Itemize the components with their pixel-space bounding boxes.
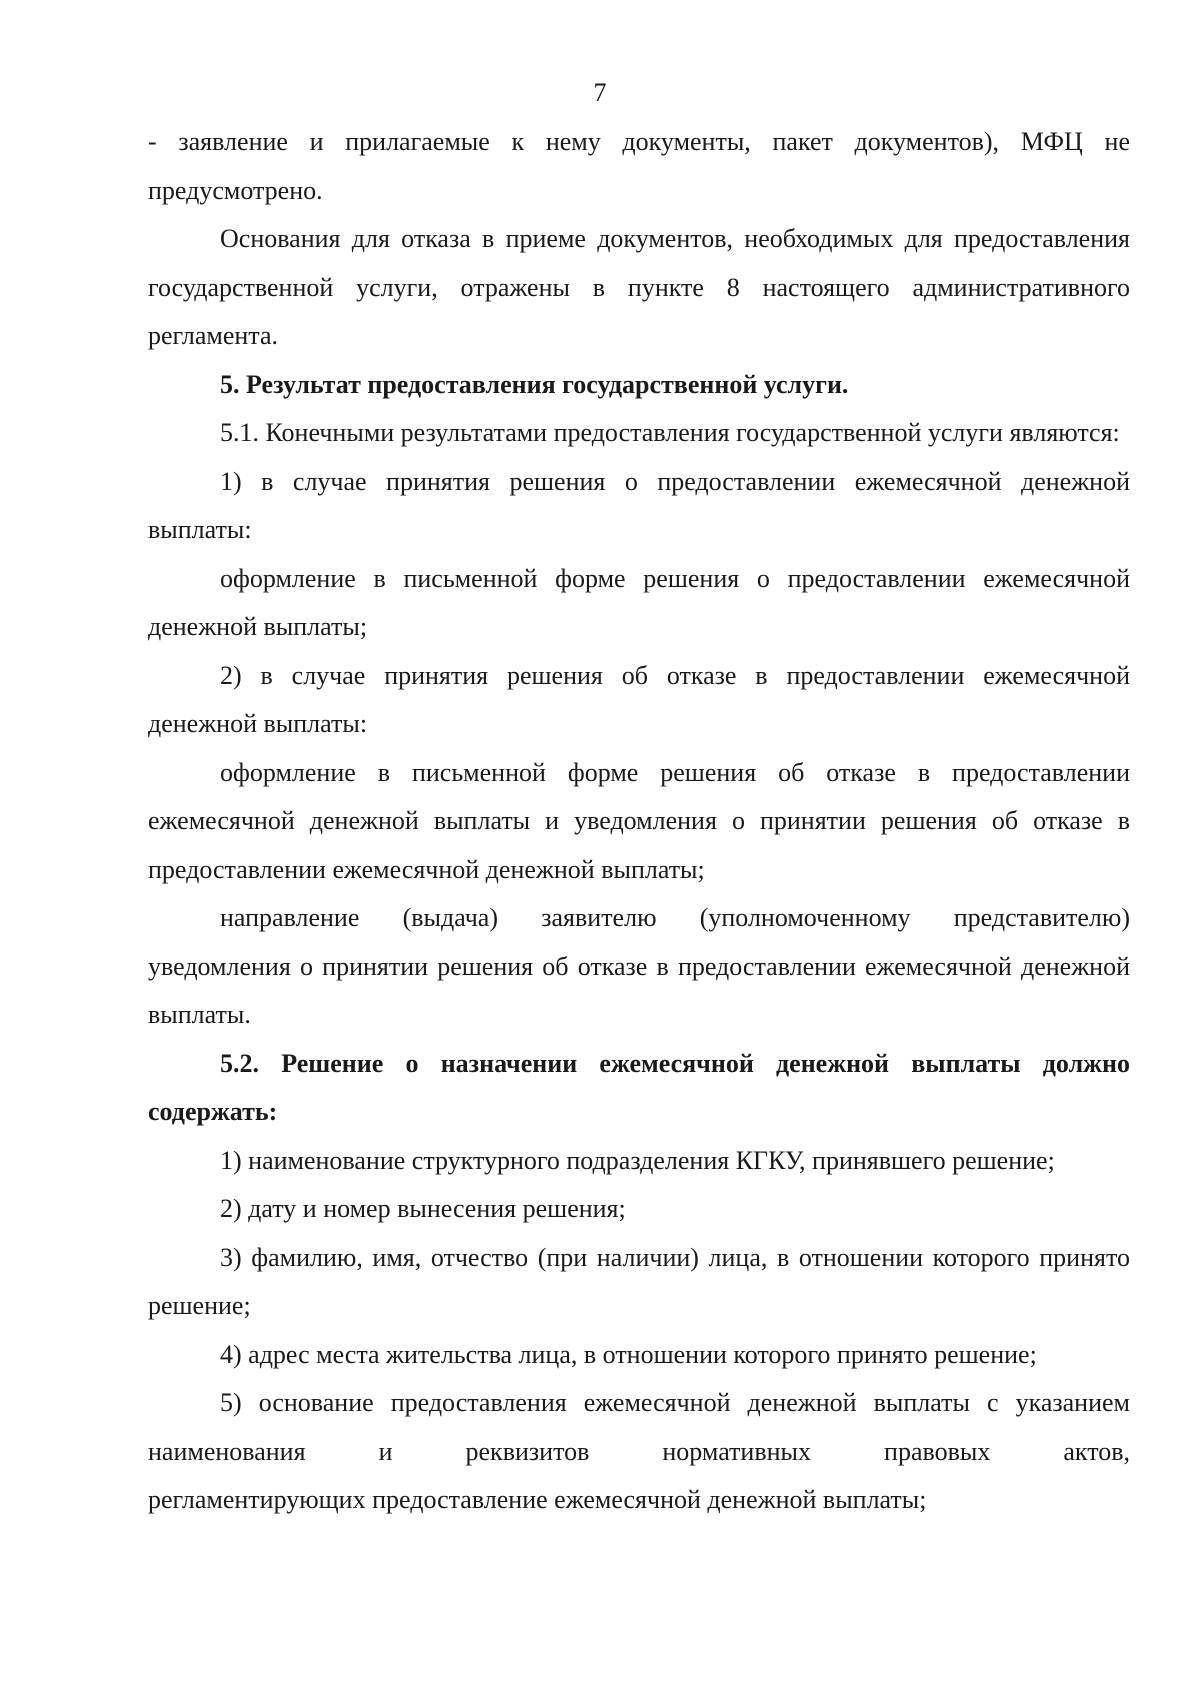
- paragraph-continuation: - заявление и прилагаемые к нему документы, пакет документов), МФЦ не предусмотрено.: [148, 127, 1130, 205]
- section-heading-5: 5. Результат предоставления государственной услуги.: [220, 369, 849, 399]
- paragraph-5-1: 5.1. Конечными результатами предоставления государственной услуги являются:: [220, 418, 1120, 447]
- list-item-5-1-1: 1) в случае принятия решения о предоставлении ежемесячной денежной выплаты:: [148, 466, 1130, 544]
- paragraph-grant-decision: оформление в письменной форме решения о предоставлении ежемесячной денежной выплаты;: [148, 563, 1130, 641]
- document-body: [148, 118, 1130, 1525]
- list-item-5-1-2: 2) в случае принятия решения об отказе в предоставлении ежемесячной денежной выплаты:: [148, 660, 1130, 738]
- list-item-5-2-5: 5) основание предоставления ежемесячной денежной выплаты с указанием наименования и реквизитов нормативных правовых актов,: [148, 1388, 1130, 1466]
- list-item-5-2-3: 3) фамилию, имя, отчество (при наличии) лица, в отношении которого принято решение;: [148, 1242, 1130, 1320]
- list-item-5-2-1: 1) наименование структурного подразделения КГКУ, принявшего решение;: [220, 1145, 1055, 1175]
- paragraph-refusal-notice: направление (выдача) заявителю (уполномоченному представителю) уведомления о принятии решения об отказе в предоставлении ежемесячной денежной выплаты.: [148, 903, 1130, 1029]
- paragraph-refusal-decision: оформление в письменной форме решения об отказе в предоставлении ежемесячной денежной выплаты и уведомления о принятии решения об отказе в предоставлении ежемесячной денежной выплаты;: [148, 757, 1130, 884]
- list-item-5-2-4: 4) адрес места жительства лица, в отношении которого принято решение;: [220, 1339, 1037, 1369]
- list-item-5-2-2: 2) дату и номер вынесения решения;: [220, 1194, 626, 1223]
- list-item-5-2-5-continuation: регламентирующих предоставление ежемесячной денежной выплаты;: [148, 1485, 927, 1514]
- page-number: 7: [593, 78, 607, 107]
- paragraph-refusal-grounds: Основания для отказа в приеме документов, необходимых для предоставления государственной услуги, отражены в пункте 8 настоящего административного регламента.: [148, 224, 1130, 350]
- section-heading-5-2: 5.2. Решение о назначении ежемесячной денежной выплаты должно содержать:: [148, 1048, 1130, 1126]
